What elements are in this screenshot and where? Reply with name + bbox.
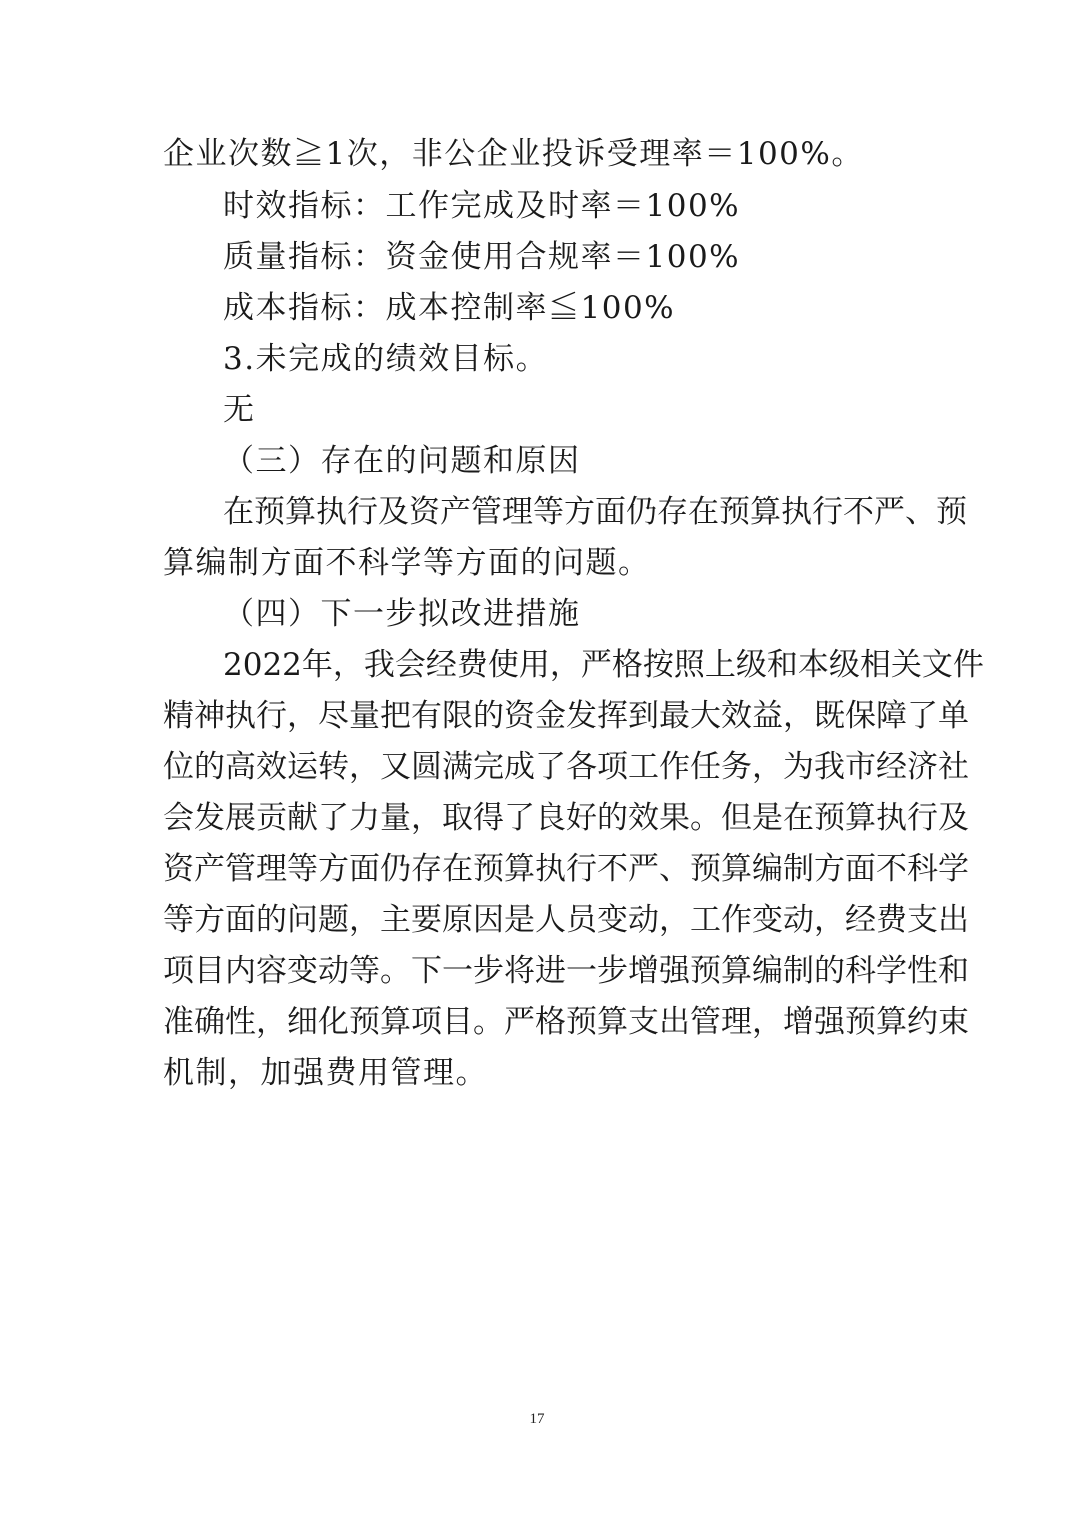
- paragraph-line: 机制，加强费用管理。: [163, 1055, 488, 1091]
- quality-indicator: 质量指标：资金使用合规率＝100%: [223, 239, 741, 275]
- page-number: 17: [529, 1411, 545, 1427]
- cost-indicator: 成本指标：成本控制率≦100%: [223, 290, 676, 326]
- paragraph-line: 在预算执行及资产管理等方面仍存在预算执行不严、预: [223, 494, 967, 530]
- text-line: 企业次数≧1次，非公企业投诉受理率＝100%。: [163, 136, 864, 172]
- section-heading: （三）存在的问题和原因: [223, 443, 581, 479]
- section-heading: （四）下一步拟改进措施: [223, 596, 581, 632]
- paragraph-line: 2022年，我会经费使用，严格按照上级和本级相关文件: [223, 647, 984, 683]
- subsection-heading: 3.未完成的绩效目标。: [223, 341, 549, 377]
- paragraph-line: 算编制方面不科学等方面的问题。: [163, 545, 651, 581]
- paragraph-line: 等方面的问题，主要原因是人员变动，工作变动，经费支出: [163, 902, 969, 938]
- text-line: 无: [223, 392, 256, 428]
- paragraph-line: 资产管理等方面仍存在预算执行不严、预算编制方面不科学: [163, 851, 969, 887]
- paragraph-line: 项目内容变动等。下一步将进一步增强预算编制的科学性和: [163, 953, 969, 989]
- timeliness-indicator: 时效指标：工作完成及时率＝100%: [223, 188, 741, 224]
- paragraph-line: 精神执行，尽量把有限的资金发挥到最大效益，既保障了单: [163, 698, 969, 734]
- paragraph-line: 准确性，细化预算项目。严格预算支出管理，增强预算约束: [163, 1004, 969, 1040]
- paragraph-line: 位的高效运转，又圆满完成了各项工作任务，为我市经济社: [163, 749, 969, 785]
- paragraph-line: 会发展贡献了力量，取得了良好的效果。但是在预算执行及: [163, 800, 969, 836]
